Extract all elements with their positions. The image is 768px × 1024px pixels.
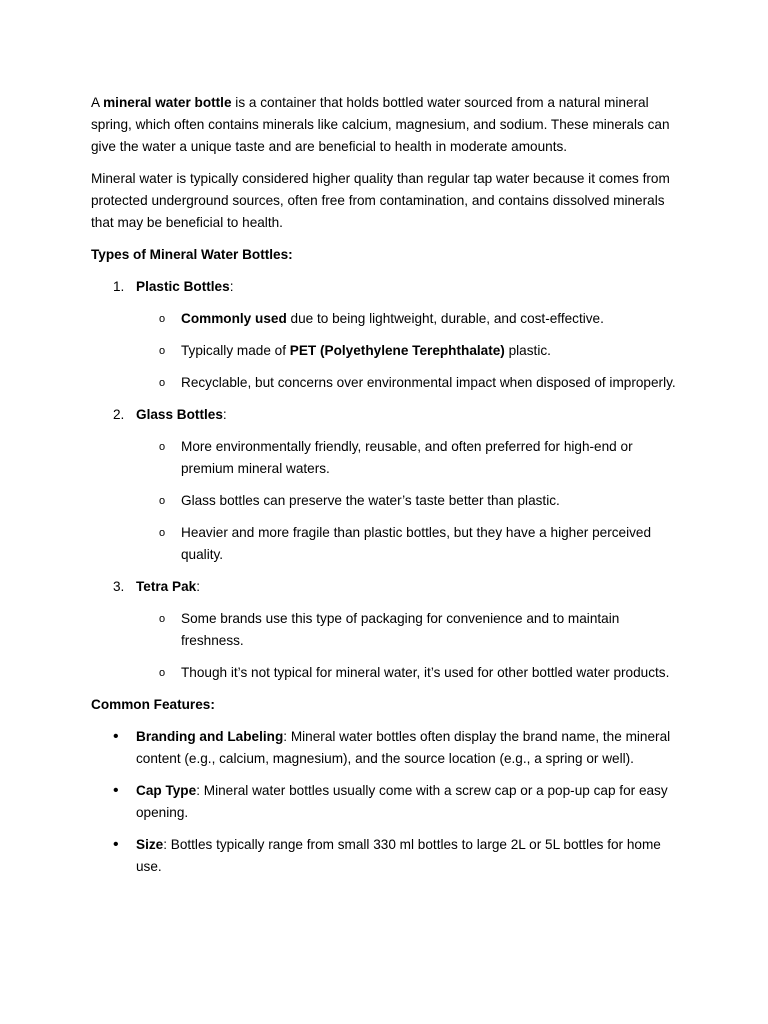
features-heading: Common Features:: [91, 697, 215, 712]
intro-paragraph-2: Mineral water is typically considered higher quality than regular tap water because it comes from protected underground sources, often free from contamination, and contains dissolved minerals that may be beneficial to health.: [91, 171, 670, 230]
type-title: Plastic Bottles: [136, 279, 230, 294]
list-item: o Though it’s not typical for mineral water, it’s used for other bottled water products.: [136, 662, 681, 684]
list-item: o Typically made of PET (Polyethylene Terephthalate) plastic.: [136, 340, 681, 362]
type-item-glass: 2. Glass Bottles: o More environmentally friendly, reusable, and often preferred for high-end or premium mineral waters. o Glass bottles can preserve the water’s taste better than plastic. o Heavier and more fragile than plastic bottles, but they have a higher perceived quality.: [91, 404, 681, 566]
bullet-marker: •: [113, 836, 119, 853]
list-item: • Branding and Labeling: Mineral water bottles often display the brand name, the mineral content (e.g., calcium, magnesium), and the source location (e.g., a spring or well).: [113, 728, 671, 766]
sub-bullet-marker: o: [159, 441, 166, 453]
list-item: o Glass bottles can preserve the water’s taste better than plastic.: [136, 490, 681, 512]
document-body: [91, 92, 681, 888]
types-heading: Types of Mineral Water Bottles:: [91, 247, 293, 262]
list-item: o Commonly used due to being lightweight, durable, and cost-effective.: [136, 308, 681, 330]
type-item-tetra-pak: 3. Tetra Pak: o Some brands use this type of packaging for convenience and to maintain freshness. o Though it’s not typical for mineral water, it’s used for other bottled water products.: [91, 576, 681, 684]
features-list: [91, 726, 681, 878]
list-item: • Size: Bottles typically range from small 330 ml bottles to large 2L or 5L bottles for home use.: [113, 836, 661, 874]
type-title: Tetra Pak: [136, 579, 197, 594]
types-list: [91, 276, 681, 684]
bullet-marker: •: [113, 728, 119, 745]
term-bold: mineral water bottle: [103, 95, 232, 110]
sub-list: [136, 308, 681, 394]
sub-bullet-marker: o: [159, 527, 166, 539]
sub-list: [136, 436, 681, 566]
sub-bullet-marker: o: [159, 377, 166, 389]
sub-bullet-marker: o: [159, 495, 166, 507]
list-number: 2.: [113, 407, 125, 422]
sub-bullet-marker: o: [159, 345, 166, 357]
intro-paragraph-1: A mineral water bottle is a container that holds bottled water sourced from a natural mineral spring, which often contains minerals like calcium, magnesium, and sodium. These minerals can give the water a unique taste and are beneficial to health in moderate amounts.: [91, 95, 670, 154]
list-item: • Cap Type: Mineral water bottles usually come with a screw cap or a pop-up cap for easy opening.: [113, 782, 668, 820]
type-item-plastic: 1. Plastic Bottles: o Commonly used due to being lightweight, durable, and cost-effective. o Typically made of PET (Polyethylene Terephthalate) plastic. o Recyclable, but concerns over environmental impact when disposed of improperly.: [91, 276, 681, 394]
list-item: o Recyclable, but concerns over environmental impact when disposed of improperly.: [136, 372, 681, 394]
sub-bullet-marker: o: [159, 667, 166, 679]
sub-list: [136, 608, 681, 684]
list-number: 1.: [113, 279, 125, 294]
sub-bullet-marker: o: [159, 313, 166, 325]
list-item: o Some brands use this type of packaging for convenience and to maintain freshness.: [136, 608, 681, 652]
list-item: o More environmentally friendly, reusable, and often preferred for high-end or premium mineral waters.: [136, 436, 681, 480]
list-number: 3.: [113, 579, 125, 594]
bullet-marker: •: [113, 782, 119, 799]
type-title: Glass Bottles: [136, 407, 223, 422]
list-item: o Heavier and more fragile than plastic bottles, but they have a higher perceived quality.: [136, 522, 681, 566]
sub-bullet-marker: o: [159, 613, 166, 625]
